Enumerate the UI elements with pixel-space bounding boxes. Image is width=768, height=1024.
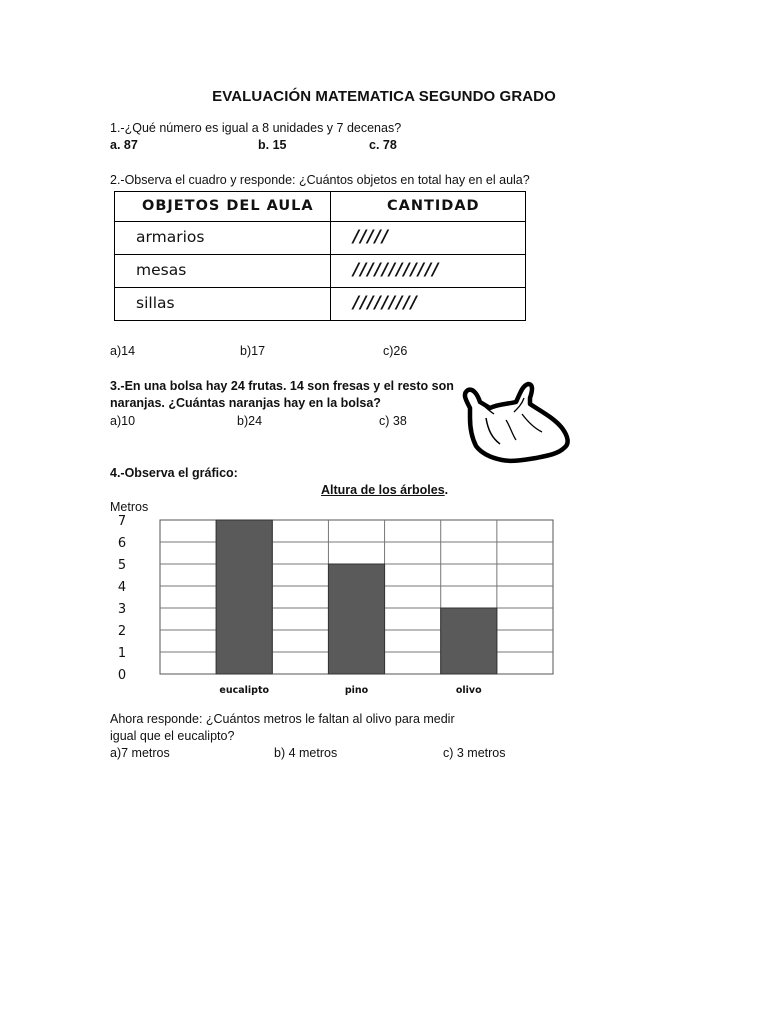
- chart-x-tick-label: eucalipto: [219, 685, 270, 696]
- chart-x-tick-label: pino: [344, 685, 369, 696]
- chart-y-tick-label: 4: [117, 580, 127, 595]
- question-4-option-c: c) 3 metros: [443, 746, 506, 760]
- chart-y-tick-label: 1: [117, 646, 127, 661]
- table-cell-item: mesas: [136, 261, 187, 279]
- question-3-option-a: a)10: [110, 414, 136, 428]
- plastic-bag-icon: [458, 378, 578, 468]
- question-3-option-b: b)24: [237, 414, 263, 428]
- table-cell-tally: /////: [353, 227, 390, 247]
- question-1-option-c: c. 78: [369, 138, 397, 152]
- table-cell-item: sillas: [136, 294, 175, 312]
- question-3-text-line2: naranjas. ¿Cuántas naranjas hay en la bolsa?: [110, 396, 381, 410]
- table-cell-item: armarios: [136, 228, 205, 246]
- chart-y-tick-label: 6: [117, 536, 127, 551]
- chart-y-tick-label: 0: [117, 668, 127, 683]
- chart-y-axis-label: Metros: [110, 500, 149, 514]
- question-4-option-a: a)7 metros: [110, 746, 170, 760]
- chart-title-text: Altura de los árboles: [321, 483, 445, 497]
- table-header-objects: OBJETOS DEL AULA: [142, 198, 314, 214]
- table-header-row: [115, 192, 525, 222]
- chart-bar-olivo: [441, 608, 497, 674]
- table-cell-tally: /////////: [353, 293, 418, 313]
- chart-x-tick-label: olivo: [455, 685, 482, 696]
- classroom-objects-table: [114, 191, 526, 321]
- page-title: EVALUACIÓN MATEMATICA SEGUNDO GRADO: [212, 88, 556, 105]
- question-3-text-line1: 3.-En una bolsa hay 24 frutas. 14 son fresas y el resto son: [110, 379, 454, 393]
- question-1-option-b: b. 15: [258, 138, 287, 152]
- table-row: [115, 222, 525, 255]
- table-cell-tally: ////////////: [353, 260, 440, 280]
- question-4-followup-line2: igual que el eucalipto?: [110, 729, 235, 743]
- question-2-text: 2.-Observa el cuadro y responde: ¿Cuántos objetos en total hay en el aula?: [110, 173, 530, 187]
- chart-title-period: .: [444, 483, 449, 497]
- table-row: [115, 288, 525, 320]
- question-2-option-b: b)17: [240, 344, 266, 358]
- tree-height-chart: [108, 510, 558, 700]
- question-1-text: 1.-¿Qué número es igual a 8 unidades y 7 decenas?: [110, 121, 402, 135]
- question-2-option-c: c)26: [383, 344, 408, 358]
- question-3-option-c: c) 38: [379, 414, 407, 428]
- question-4-followup-line1: Ahora responde: ¿Cuántos metros le faltan al olivo para medir: [110, 712, 455, 726]
- question-4-option-b: b) 4 metros: [274, 746, 338, 760]
- chart-y-tick-label: 7: [117, 514, 127, 529]
- question-2-option-a: a)14: [110, 344, 136, 358]
- chart-title: [321, 482, 448, 498]
- table-row: [115, 255, 525, 288]
- chart-y-tick-label: 3: [117, 602, 127, 617]
- chart-bar-eucalipto: [216, 520, 272, 674]
- chart-y-tick-label: 5: [117, 558, 127, 573]
- chart-bar-pino: [328, 564, 384, 674]
- question-1-option-a: a. 87: [110, 138, 138, 152]
- table-header-quantity: CANTIDAD: [387, 198, 480, 214]
- question-4-text: 4.-Observa el gráfico:: [110, 466, 238, 480]
- chart-y-tick-label: 2: [117, 624, 127, 639]
